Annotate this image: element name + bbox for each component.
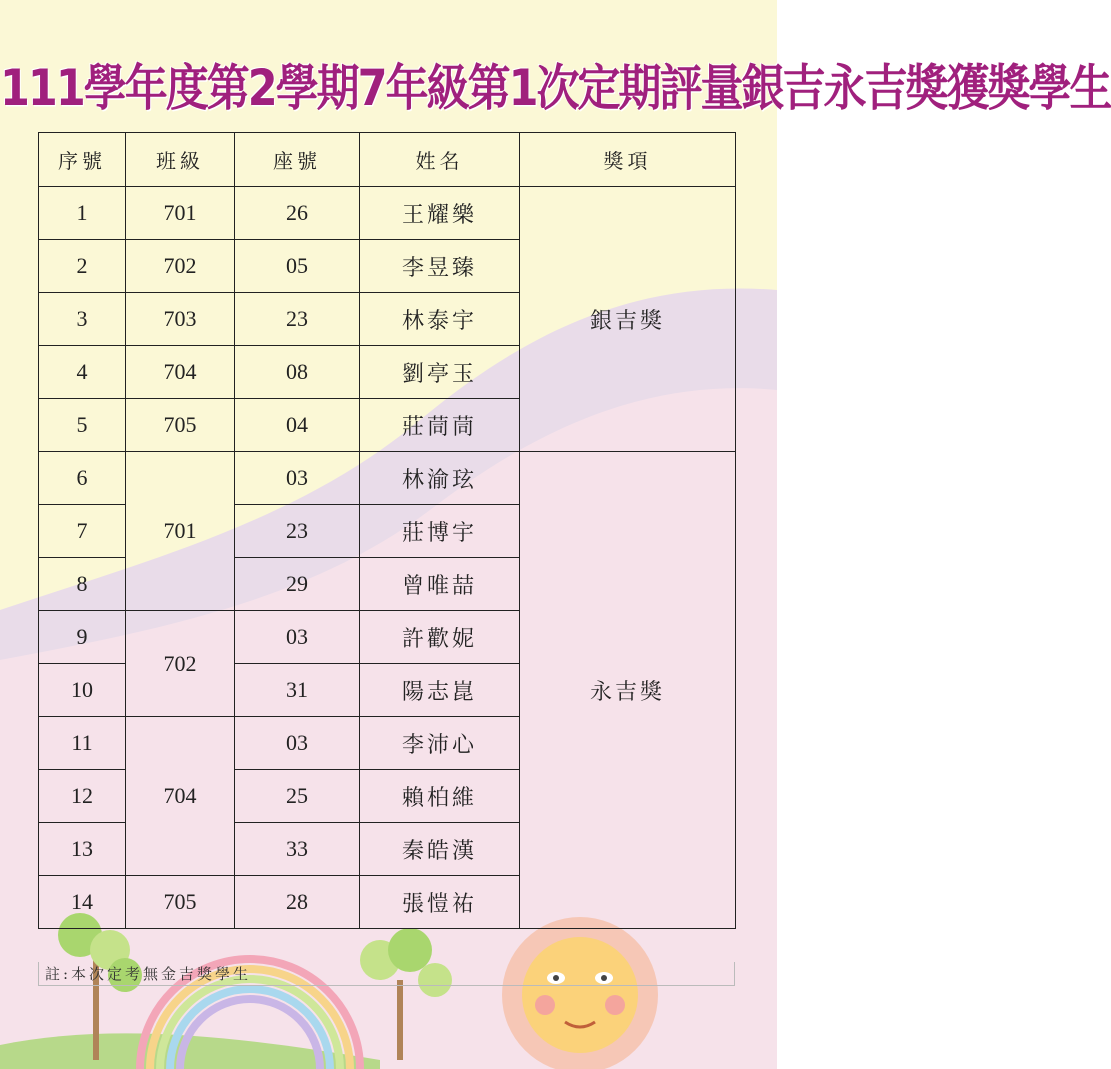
award-table [38, 132, 736, 929]
cell-name: 劉亭玉 [360, 346, 520, 399]
cell-seq: 13 [39, 823, 126, 876]
cell-seat: 23 [235, 293, 360, 346]
cell-seat: 08 [235, 346, 360, 399]
cell-class: 705 [126, 876, 235, 929]
cell-award-eternal: 永吉獎 [520, 452, 736, 929]
cell-seat: 03 [235, 452, 360, 505]
cell-seat: 28 [235, 876, 360, 929]
cell-class: 701 [126, 452, 235, 611]
sun-icon [502, 917, 658, 1069]
cell-seq: 8 [39, 558, 126, 611]
footnote: 註:本次定考無金吉獎學生 [38, 962, 735, 986]
cell-seat: 29 [235, 558, 360, 611]
cell-name: 賴柏維 [360, 770, 520, 823]
cell-class: 705 [126, 399, 235, 452]
cell-class: 701 [126, 187, 235, 240]
table-header-row [39, 133, 736, 187]
header-name: 姓名 [360, 133, 520, 187]
cell-class: 704 [126, 717, 235, 876]
cell-class: 702 [126, 240, 235, 293]
cell-class: 704 [126, 346, 235, 399]
cell-seq: 3 [39, 293, 126, 346]
cell-seq: 2 [39, 240, 126, 293]
cell-seq: 7 [39, 505, 126, 558]
cell-name: 林渝玹 [360, 452, 520, 505]
header-class: 班級 [126, 133, 235, 187]
cell-name: 李昱臻 [360, 240, 520, 293]
cell-name: 許歡妮 [360, 611, 520, 664]
cell-seq: 5 [39, 399, 126, 452]
cell-seat: 33 [235, 823, 360, 876]
header-award: 獎項 [520, 133, 736, 187]
page-title: 111學年度第2學期7年級第1次定期評量銀吉永吉獎獲獎學生 [0, 60, 1111, 118]
cell-seat: 03 [235, 611, 360, 664]
table-row [39, 452, 736, 505]
cell-seat: 26 [235, 187, 360, 240]
cell-seat: 23 [235, 505, 360, 558]
cell-seq: 11 [39, 717, 126, 770]
cell-seat: 31 [235, 664, 360, 717]
cell-seq: 9 [39, 611, 126, 664]
cell-award-silver: 銀吉獎 [520, 187, 736, 452]
cell-seq: 4 [39, 346, 126, 399]
cell-seq: 12 [39, 770, 126, 823]
cell-seat: 03 [235, 717, 360, 770]
cell-name: 陽志崑 [360, 664, 520, 717]
cell-seq: 6 [39, 452, 126, 505]
cell-seq: 1 [39, 187, 126, 240]
cell-seat: 25 [235, 770, 360, 823]
header-seat: 座號 [235, 133, 360, 187]
cell-name: 李沛心 [360, 717, 520, 770]
cell-name: 曾唯喆 [360, 558, 520, 611]
cell-name: 張愷祐 [360, 876, 520, 929]
cell-seq: 10 [39, 664, 126, 717]
cell-seat: 05 [235, 240, 360, 293]
cell-name: 林泰宇 [360, 293, 520, 346]
cell-name: 莊博宇 [360, 505, 520, 558]
cell-name: 莊茼茼 [360, 399, 520, 452]
table-row [39, 187, 736, 240]
cell-seq: 14 [39, 876, 126, 929]
cell-name: 王耀樂 [360, 187, 520, 240]
cell-name: 秦皓漢 [360, 823, 520, 876]
header-seq: 序號 [39, 133, 126, 187]
cell-seat: 04 [235, 399, 360, 452]
cell-class: 702 [126, 611, 235, 717]
cell-class: 703 [126, 293, 235, 346]
